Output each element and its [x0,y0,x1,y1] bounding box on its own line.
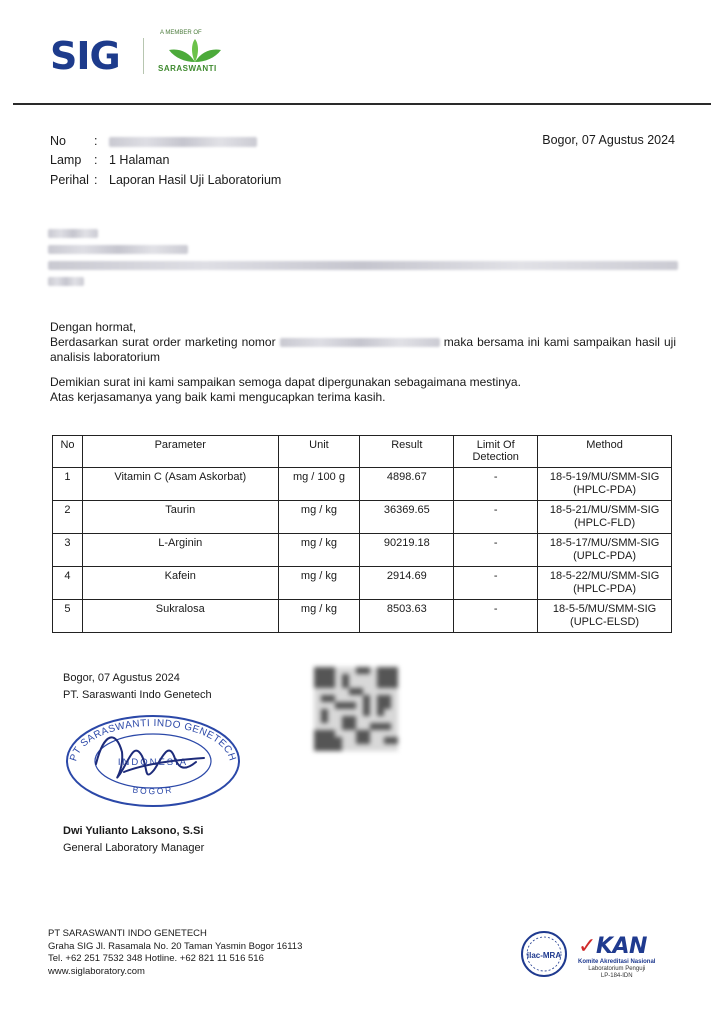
intro-text-after: maka bersama ini kami sampaikan hasil uji analisis laboratorium [50,335,676,364]
header-limit-of-detection: Limit Of Detection [454,436,538,468]
header-method: Method [538,436,672,468]
stamp-top-text: PT SARASWANTI INDO GENETECH [68,717,238,763]
cell-no: 1 [53,468,83,501]
kan-line-1: Komite Akreditasi Nasional [578,959,656,965]
method-code: 18-5-22/MU/SMM-SIG [549,570,660,582]
greeting: Dengan hormat, [50,320,137,334]
intro-paragraph [50,335,676,365]
header-parameter: Parameter [82,436,278,468]
kan-line-3: LP-184-IDN [600,973,633,979]
colon: : [94,173,98,187]
signature-company: PT. Saraswanti Indo Genetech [63,689,212,701]
letter-date: Bogor, 07 Agustus 2024 [542,133,675,147]
results-table [52,435,672,633]
table-row [53,567,672,600]
closing-line-2: Atas kerjasamanya yang baik kami mengucapkan terima kasih. [50,390,386,404]
kan-logo-text: ✓KAN [578,934,647,959]
cell-method [538,468,672,501]
cell-lod: - [454,534,538,567]
method-technique: (HPLC-PDA) [573,583,637,595]
perihal-value: Laporan Hasil Uji Laboratorium [109,173,282,187]
svg-text:BOGOR [132,784,174,796]
header-no: No [53,436,83,468]
cell-unit: mg / kg [278,567,360,600]
table-header-row [53,436,672,468]
cell-lod: - [454,600,538,633]
footer-company: PT SARASWANTI INDO GENETECH [48,928,207,939]
ilac-mra-text: ilac-MRA [526,951,562,960]
lamp-value: 1 Halaman [109,153,170,167]
redacted-recipient-line [48,229,98,238]
method-code: 18-5-5/MU/SMM-SIG [552,603,657,615]
footer-address: Graha SIG Jl. Rasamala No. 20 Taman Yasmin Bogor 16113 [48,940,303,952]
cell-method [538,567,672,600]
header-unit: Unit [278,436,360,468]
redacted-letter-number [109,137,257,147]
saraswanti-logo-text: SARASWANTI [158,64,217,73]
no-label: No [50,134,66,148]
kan-line-2: Laboratorium Penguji [588,966,646,972]
cell-parameter: Kafein [82,567,278,600]
cell-parameter: Vitamin C (Asam Askorbat) [82,468,278,501]
meta-lamp-row [50,153,169,167]
redacted-order-number [280,338,440,347]
svg-text:PT SARASWANTI INDO GENETECH [68,718,238,763]
method-technique: (UPLC-PDA) [573,550,637,562]
cell-no: 2 [53,501,83,534]
meta-no-row [50,134,257,148]
redacted-recipient-line [48,277,84,286]
cell-result: 36369.65 [360,501,454,534]
saraswanti-leaf-icon [165,38,225,64]
cell-unit: mg / kg [278,600,360,633]
signatory-name: Dwi Yulianto Laksono, S.Si [63,825,204,837]
footer-address-block [48,928,302,978]
cell-parameter: Taurin [82,501,278,534]
method-code: 18-5-19/MU/SMM-SIG [549,471,660,483]
company-stamp [64,712,242,810]
cell-lod: - [454,501,538,534]
kan-logo-label: KAN [595,934,647,959]
table-row [53,468,672,501]
cell-no: 4 [53,567,83,600]
signature-place-date: Bogor, 07 Agustus 2024 [63,672,180,684]
method-code: 18-5-17/MU/SMM-SIG [549,537,660,549]
sig-logo: SIG [50,34,120,78]
footer-contact: Tel. +62 251 7532 348 Hotline. +62 821 11 516 516 [48,953,264,964]
ilac-mra-logo [520,930,568,978]
stamp-bottom-text: BOGOR [131,784,175,797]
method-technique: (HPLC-PDA) [573,484,637,496]
cell-parameter: Sukralosa [82,600,278,633]
method-technique: (HPLC-FLD) [574,517,636,529]
kan-logo [578,934,655,980]
cell-lod: - [454,567,538,600]
recipient-block [48,229,678,286]
closing-line-1: Demikian surat ini kami sampaikan semoga dapat dipergunakan sebagaimana mestinya. [50,375,521,389]
redacted-recipient-line [48,261,678,270]
colon: : [94,153,98,167]
cell-method [538,534,672,567]
cell-no: 3 [53,534,83,567]
intro-text-before: Berdasarkan surat order marketing nomor [50,335,276,349]
meta-perihal-row [50,173,281,187]
method-code: 18-5-21/MU/SMM-SIG [549,504,660,516]
cell-result: 90219.18 [360,534,454,567]
cell-no: 5 [53,600,83,633]
cell-result: 8503.63 [360,600,454,633]
qr-code [314,667,398,751]
perihal-label: Perihal [50,173,89,187]
cell-lod: - [454,468,538,501]
cell-unit: mg / kg [278,501,360,534]
cell-method [538,600,672,633]
colon: : [94,134,98,148]
table-row [53,600,672,633]
cell-method [538,501,672,534]
cell-parameter: L-Arginin [82,534,278,567]
header-result: Result [360,436,454,468]
cell-unit: mg / 100 g [278,468,360,501]
cell-result: 2914.69 [360,567,454,600]
cell-result: 4898.67 [360,468,454,501]
signatory-title: General Laboratory Manager [63,842,205,854]
table-row [53,534,672,567]
header-divider [13,103,711,105]
lamp-label: Lamp [50,153,82,167]
redacted-recipient-line [48,245,188,254]
table-row [53,501,672,534]
method-technique: (UPLC-ELSD) [570,616,640,628]
cell-unit: mg / kg [278,534,360,567]
footer-website[interactable]: www.siglaboratory.com [48,965,145,977]
member-of-label: A MEMBER OF [160,30,202,36]
stamp-middle-text: INDONESIA [117,757,189,768]
logo-divider [143,38,144,74]
